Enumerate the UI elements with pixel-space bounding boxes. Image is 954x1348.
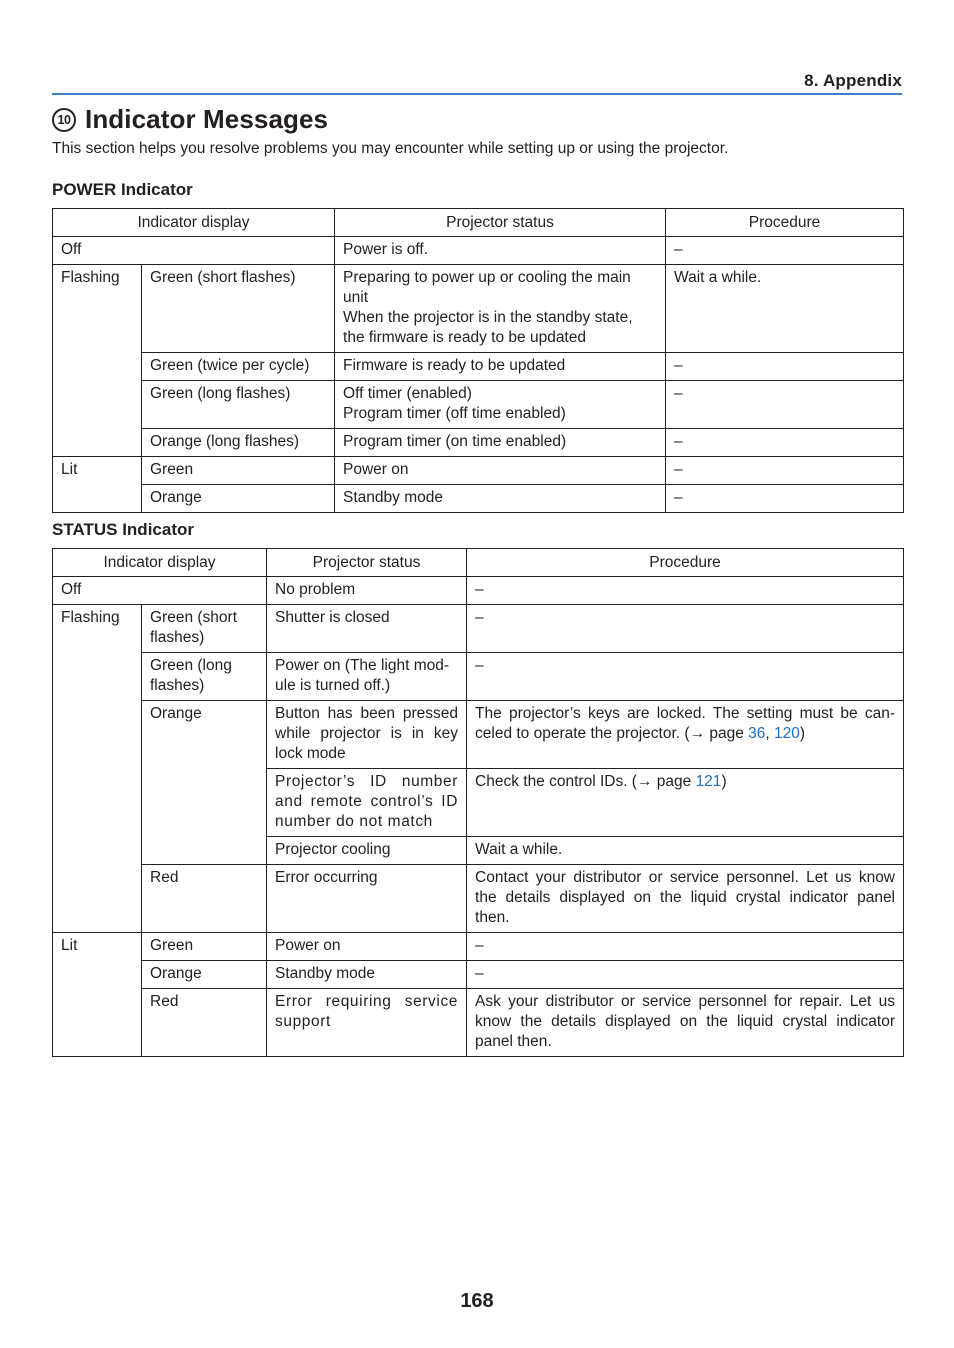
header-cell: Indicator display (53, 209, 335, 237)
table-row (53, 237, 904, 265)
table-row (53, 865, 904, 933)
display-cell: Orange (long flashes) (142, 429, 335, 457)
status-line: Program timer (off time enabled) (343, 405, 566, 422)
status-cell: Shutter is closed (267, 605, 467, 653)
display-cell: Orange (142, 961, 267, 989)
display-cell: Green (long flashes) (142, 653, 267, 701)
status-cell: Power on (335, 457, 666, 485)
status-cell: Standby mode (267, 961, 467, 989)
display-cell: Off (53, 577, 267, 605)
status-cell: Program timer (on time enabled) (335, 429, 666, 457)
page-number: 168 (460, 1290, 494, 1312)
status-cell: Power on (267, 933, 467, 961)
table-row (53, 961, 904, 989)
page-link-36[interactable]: 36 (748, 725, 766, 742)
header-cell: Indicator display (53, 549, 267, 577)
procedure-cell: – (666, 485, 904, 513)
display-group-cell: Lit (53, 457, 142, 513)
procedure-cell: Wait a while. (467, 837, 904, 865)
table-row (53, 933, 904, 961)
intro-text: This section helps you resolve problems you may encounter while setting up or using the projector. (52, 140, 729, 157)
display-cell: Green (short flashes) (142, 265, 335, 353)
display-cell: Orange (142, 701, 267, 865)
procedure-cell: – (467, 577, 904, 605)
section-title-row (52, 104, 328, 135)
close-paren: ) (799, 725, 806, 742)
header-cell: Projector status (267, 549, 467, 577)
page-link-120[interactable]: 120 (774, 725, 800, 742)
status-cell: Error requiring service support (267, 989, 467, 1057)
status-cell (335, 381, 666, 429)
table-row (53, 653, 904, 701)
table-row (53, 485, 904, 513)
table-row (53, 265, 904, 353)
display-cell: Green (142, 933, 267, 961)
procedure-text: Check the control IDs. (→ page (475, 773, 696, 790)
procedure-text: The projector’s keys are locked. The setting must be can-celed to operate the projector. (→ page (475, 705, 896, 742)
status-line: Off timer (enabled) (343, 385, 472, 402)
table-row (53, 989, 904, 1057)
status-cell (335, 265, 666, 353)
status-heading: STATUS Indicator (52, 520, 194, 539)
status-line: When the projector is in the standby state, the firmware is ready to be updated (343, 309, 633, 346)
procedure-cell: – (666, 457, 904, 485)
procedure-cell: – (467, 605, 904, 653)
procedure-cell: – (467, 653, 904, 701)
status-cell: Button has been pressed while projector is in key lock mode (267, 701, 467, 769)
procedure-cell: – (666, 353, 904, 381)
section-title: Indicator Messages (85, 104, 329, 134)
power-heading: POWER Indicator (52, 180, 193, 199)
table-row (53, 701, 904, 769)
status-table (52, 548, 904, 1057)
section-number-badge: 10 (52, 108, 76, 132)
status-cell: Projector’s ID number and remote control’s ID number do not match (267, 769, 467, 837)
display-cell: Red (142, 865, 267, 933)
procedure-cell: – (467, 933, 904, 961)
display-cell: Green (142, 457, 335, 485)
power-table (52, 208, 904, 513)
chapter-label: 8. Appendix (804, 71, 902, 90)
table-row (53, 381, 904, 429)
header-cell: Procedure (666, 209, 904, 237)
display-cell: Orange (142, 485, 335, 513)
procedure-cell: – (666, 429, 904, 457)
table-row (53, 353, 904, 381)
table-row (53, 209, 904, 237)
status-cell: No problem (267, 577, 467, 605)
header-cell: Procedure (467, 549, 904, 577)
status-cell: Power on (The light mod-ule is turned off.) (267, 653, 467, 701)
header-cell: Projector status (335, 209, 666, 237)
procedure-cell: – (666, 237, 904, 265)
procedure-cell: Contact your distributor or service personnel. Let us know the details displayed on the liquid crystal indicator panel then. (467, 865, 904, 933)
table-row (53, 577, 904, 605)
status-cell: Projector cooling (267, 837, 467, 865)
status-cell: Standby mode (335, 485, 666, 513)
procedure-cell: – (666, 381, 904, 429)
display-cell: Green (long flashes) (142, 381, 335, 429)
procedure-cell: Wait a while. (666, 265, 904, 353)
status-line: Preparing to power up or cooling the main unit (343, 269, 631, 306)
procedure-cell: – (467, 961, 904, 989)
display-cell: Red (142, 989, 267, 1057)
status-cell: Error occurring (267, 865, 467, 933)
close-paren: ) (721, 773, 727, 790)
display-group-cell: Flashing (53, 265, 142, 457)
display-group-cell: Flashing (53, 605, 142, 933)
table-row (53, 605, 904, 653)
table-row (53, 549, 904, 577)
page-link-121[interactable]: 121 (695, 773, 722, 790)
link-separator: , (765, 725, 775, 742)
status-cell: Power is off. (335, 237, 666, 265)
display-cell: Green (short flashes) (142, 605, 267, 653)
procedure-cell: Ask your distributor or service personnel for repair. Let us know the details displayed on the liquid crystal indicator panel then. (467, 989, 904, 1057)
header-rule (52, 93, 902, 95)
display-cell: Off (53, 237, 335, 265)
display-group-cell: Lit (53, 933, 142, 1057)
table-row (53, 457, 904, 485)
display-cell: Green (twice per cycle) (142, 353, 335, 381)
procedure-cell (467, 701, 904, 769)
table-row (53, 429, 904, 457)
status-cell: Firmware is ready to be updated (335, 353, 666, 381)
procedure-cell (467, 769, 904, 837)
